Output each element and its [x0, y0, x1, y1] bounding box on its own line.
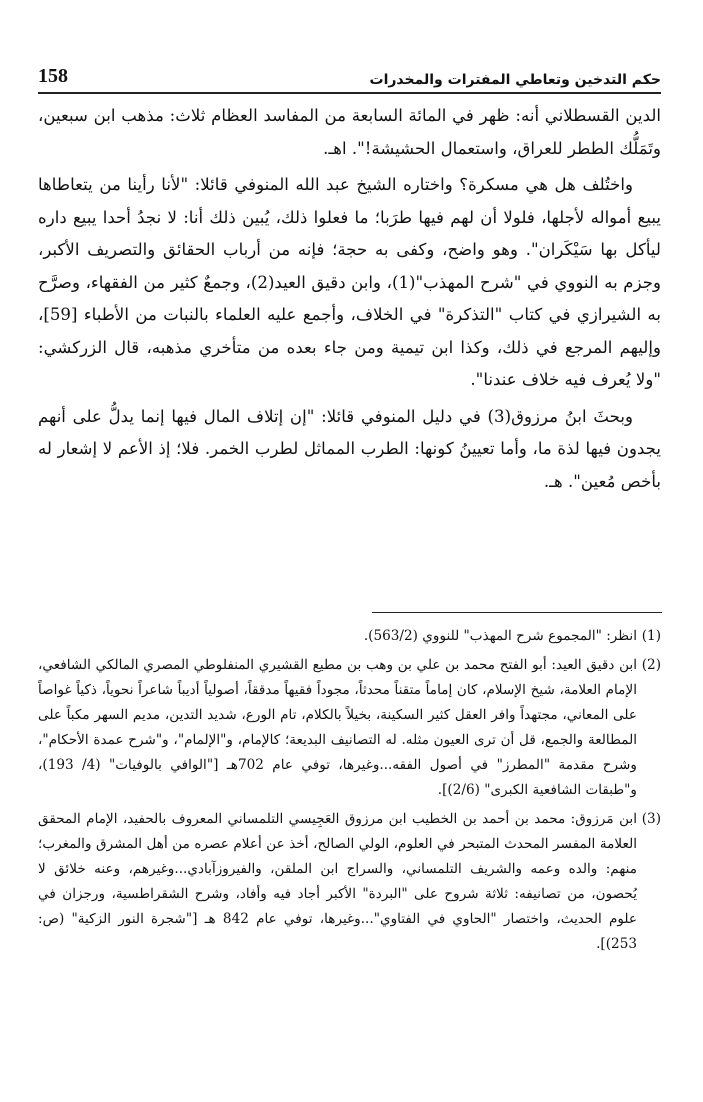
footnote: [38, 653, 661, 803]
main-text: [38, 100, 661, 502]
footnote-number: (1): [641, 628, 661, 644]
page-header: [38, 58, 661, 94]
footnote-text: انظر: "المجموع شرح المهذب" للنووي (563/2).: [363, 628, 637, 644]
paragraph: وبحثَ ابنُ مرزوق(3) في دليل المنوفي قائلا: "إن إتلاف المال فيها إنما يدلُّ على أنهم يجدون فيها لذة ما، وأما تعيينُ كونها: الطرب المماثل لطرب الخمر. فلا؛ إذ الأعم لا إشعار له بأخص مُعين". هـ.: [38, 406, 661, 491]
footnote-number: (3): [641, 811, 661, 827]
footnote: [38, 624, 661, 649]
footnote-separator: [372, 612, 662, 613]
page-number: 158: [38, 65, 68, 87]
footnote-text: ابن دقيق العيد: أبو الفتح محمد بن علي بن وهب بن مطيع القشيري المنفلوطي المصري المالكي الشافعي، الإمام العلامة، شيخ الإسلام، كان إماماً متقناً محدثاً، مجوداً فقيهاً مدققاً، أصولياً أديباً شاعراً نحوياً، ذكياً غواصاً على المعاني، مجتهداً وافر العقل كثير السكينة، بخيلاً بالكلام، تام الورع، شديد التدين، مديم السهر مكباً على المطالعة والجمع، قل أن ترى العيون مثله. له التصانيف البديعة؛ كالإمام، و"الإلمام"، و"شرح عمدة الأحكام"، وشرح مقدمة "المطرز" في أصول الفقه...وغيرها، توفي عام 702هـ ["الوافي بالوفيات" (4/ 193)، و"طبقات الشافعية الكبرى" (2/6)].: [38, 657, 637, 798]
footnote: [38, 807, 661, 957]
footnote-number: (2): [641, 657, 661, 673]
footnote-text: ابن مَرزوق: محمد بن أحمد بن الخطيب ابن مرزوق العَجِيسي التلمساني المعروف بالحفيد، الإمام المحقق العلامة المفسر المحدث المتبحر في العلوم، الولي الصالح، أخذ عن أعلام عصره من أهل المشرق والمغرب؛ منهم: والده وعمه والشريف التلمساني، والسراج ابن الملقن، والفيروزآبادي...وغيرهم، وعنه خلائق لا يُحصون، من تصانيفه: ثلاثة شروح على "البردة" الأكبر أجاد فيه وأفاد، وشرح الشقراطسية، ورجزان في علوم الحديث، واختصار "الحاوي في الفتاوي"...وغيرها، توفي عام 842 هـ ["شجرة النور الزكية" (ص: 253)].: [38, 811, 638, 952]
footnotes: [38, 624, 661, 961]
paragraph: الدين القسطلاني أنه: ظهر في المائة السابعة من المفاسد العظام ثلاث: مذهب ابن سبعين، وتَمَلُّك الططر للعراق، واستعمال الحشيشة!". اهـ.: [38, 106, 661, 158]
paragraph: واختُلف هل هي مسكرة؟ واختاره الشيخ عبد الله المنوفي قائلا: "لأنا رأينا من يتعاطاها يبيع أمواله لأجلها، فلولا أن لهم فيها طرَبا؛ ما فعلوا ذلك، يُبين ذلك أنا: لا نجدُ أحدا يبيع داره ليأكل بها سَيْكَران". وهو واضح، وكفى به حجة؛ فإنه من أرباب الحقائق والتصريف الأكبر، وجزم به النووي في "شرح المهذب"(1)، وابن دقيق العيد(2)، وجمعٌ كثير من الفقهاء، وصرَّح به الشيرازي في كتاب "التذكرة" في الخلاف، وأجمع عليه العلماء بالنبات من الأطباء [59]، وإليهم المرجع في ذلك، وكذا ابن تيمية ومن جاء بعده من متأخري مذهبه، قال الزركشي: "ولا يُعرف فيه خلاف عندنا".: [38, 175, 661, 389]
running-title: حكم التدخين وتعاطي المفترات والمخدرات: [369, 72, 661, 88]
